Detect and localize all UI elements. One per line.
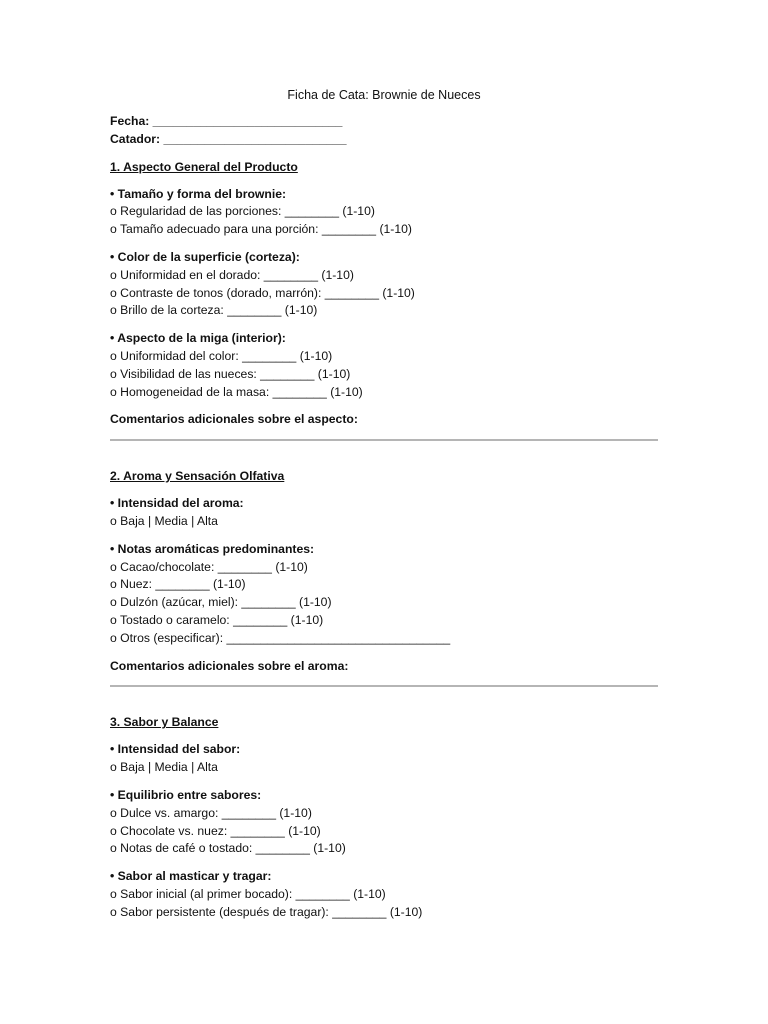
list-item: o Sabor persistente (después de tragar): ________ (1-10) xyxy=(110,904,423,919)
list-item: o Regularidad de las porciones: ________ (1-10) xyxy=(110,204,375,219)
section-1-group-3-heading: • Aspecto de la miga (interior): xyxy=(110,331,286,346)
section-2-title: 2. Aroma y Sensación Olfativa xyxy=(110,469,285,484)
section-1-group-2-heading: • Color de la superficie (corteza): xyxy=(110,249,300,264)
list-item: o Sabor inicial (al primer bocado): ________ (1-10) xyxy=(110,886,386,901)
section-3-group-1-heading: • Intensidad del sabor: xyxy=(110,742,241,757)
section-2-group-1-heading: • Intensidad del aroma: xyxy=(110,496,244,511)
list-item: o Uniformidad del color: ________ (1-10) xyxy=(110,348,333,363)
list-item: o Homogeneidad de la masa: ________ (1-10) xyxy=(110,384,363,399)
section-1-title: 1. Aspecto General del Producto xyxy=(110,159,298,174)
list-item: o Notas de café o tostado: ________ (1-10) xyxy=(110,841,346,856)
list-item: o Uniformidad en el dorado: ________ (1-10) xyxy=(110,267,354,282)
section-3-title: 3. Sabor y Balance xyxy=(110,715,219,730)
list-item: o Dulce vs. amargo: ________ (1-10) xyxy=(110,805,312,820)
list-item: o Baja | Media | Alta xyxy=(110,760,218,775)
document-body xyxy=(110,113,658,922)
section-3-group-3-heading: • Sabor al masticar y tragar: xyxy=(110,869,272,884)
catador-field: Catador: ___________________________ xyxy=(110,131,347,146)
list-item: o Dulzón (azúcar, miel): ________ (1-10) xyxy=(110,595,332,610)
list-item: o Chocolate vs. nuez: ________ (1-10) xyxy=(110,823,321,838)
list-item: o Tamaño adecuado para una porción: ________ (1-10) xyxy=(110,222,412,237)
list-item: o Brillo de la corteza: ________ (1-10) xyxy=(110,303,318,318)
list-item: o Otros (especificar): _________________________________ xyxy=(110,630,451,645)
list-item: o Visibilidad de las nueces: ________ (1-10) xyxy=(110,366,351,381)
section-2-comments-label: Comentarios adicionales sobre el aroma: xyxy=(110,658,349,673)
list-item: o Baja | Media | Alta xyxy=(110,513,218,528)
section-3-group-2-heading: • Equilibrio entre sabores: xyxy=(110,787,262,802)
section-1-comments-label: Comentarios adicionales sobre el aspecto: xyxy=(110,412,358,427)
list-item: o Cacao/chocolate: ________ (1-10) xyxy=(110,559,308,574)
list-item: o Nuez: ________ (1-10) xyxy=(110,577,246,592)
section-2-group-2-heading: • Notas aromáticas predominantes: xyxy=(110,541,315,556)
fecha-field: Fecha: ____________________________ xyxy=(110,114,343,128)
section-1-group-1-heading: • Tamaño y forma del brownie: xyxy=(110,186,287,201)
list-item: o Contraste de tonos (dorado, marrón): ________ (1-10) xyxy=(110,285,415,300)
document-title: Ficha de Cata: Brownie de Nueces xyxy=(287,88,481,102)
list-item: o Tostado o caramelo: ________ (1-10) xyxy=(110,612,324,627)
